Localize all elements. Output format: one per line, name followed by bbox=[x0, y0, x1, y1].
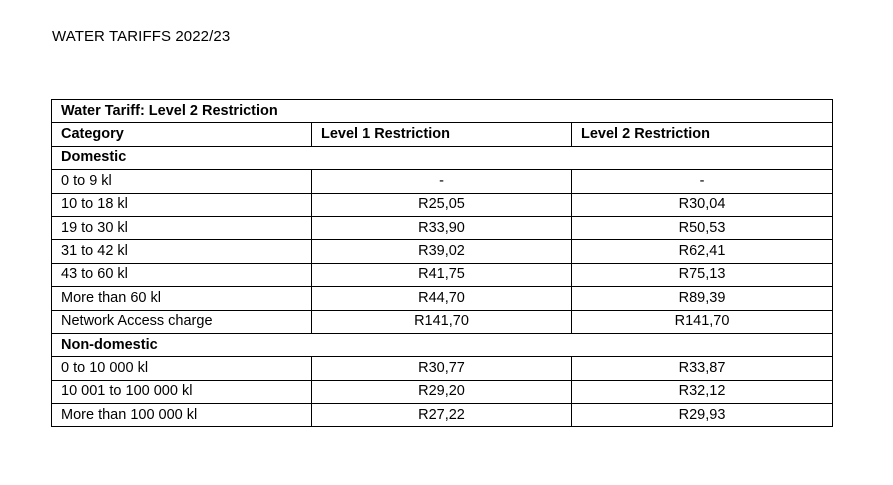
level-2-cell: R75,13 bbox=[572, 263, 833, 286]
table-row bbox=[52, 357, 833, 380]
section-header-row bbox=[52, 146, 833, 169]
level-2-cell: R89,39 bbox=[572, 287, 833, 310]
category-cell: 10 to 18 kl bbox=[52, 193, 312, 216]
table-row bbox=[52, 287, 833, 310]
category-cell: More than 100 000 kl bbox=[52, 404, 312, 427]
level-1-cell: R27,22 bbox=[312, 404, 572, 427]
table-row bbox=[52, 263, 833, 286]
table-row bbox=[52, 240, 833, 263]
level-2-cell: R141,70 bbox=[572, 310, 833, 333]
table-row bbox=[52, 216, 833, 239]
category-cell: 0 to 10 000 kl bbox=[52, 357, 312, 380]
column-header-level-1: Level 1 Restriction bbox=[312, 123, 572, 146]
section-header-non-domestic: Non-domestic bbox=[52, 333, 833, 356]
table-row bbox=[52, 193, 833, 216]
category-cell: More than 60 kl bbox=[52, 287, 312, 310]
water-tariff-table bbox=[51, 99, 833, 427]
level-2-cell: R50,53 bbox=[572, 216, 833, 239]
table-row bbox=[52, 310, 833, 333]
section-header-row bbox=[52, 333, 833, 356]
level-1-cell: R41,75 bbox=[312, 263, 572, 286]
document-title: WATER TARIFFS 2022/23 bbox=[52, 28, 231, 45]
level-1-cell: R33,90 bbox=[312, 216, 572, 239]
level-2-cell: R62,41 bbox=[572, 240, 833, 263]
level-2-cell: - bbox=[572, 170, 833, 193]
category-cell: 31 to 42 kl bbox=[52, 240, 312, 263]
column-header-category: Category bbox=[52, 123, 312, 146]
level-1-cell: R30,77 bbox=[312, 357, 572, 380]
level-1-cell: R141,70 bbox=[312, 310, 572, 333]
level-1-cell: R39,02 bbox=[312, 240, 572, 263]
table-caption: Water Tariff: Level 2 Restriction bbox=[52, 100, 833, 123]
column-header-level-2: Level 2 Restriction bbox=[572, 123, 833, 146]
level-1-cell: R25,05 bbox=[312, 193, 572, 216]
section-header-domestic: Domestic bbox=[52, 146, 833, 169]
category-cell: Network Access charge bbox=[52, 310, 312, 333]
level-1-cell: R29,20 bbox=[312, 380, 572, 403]
level-1-cell: - bbox=[312, 170, 572, 193]
category-cell: 43 to 60 kl bbox=[52, 263, 312, 286]
level-2-cell: R30,04 bbox=[572, 193, 833, 216]
level-2-cell: R29,93 bbox=[572, 404, 833, 427]
table-row bbox=[52, 380, 833, 403]
level-2-cell: R32,12 bbox=[572, 380, 833, 403]
table-row bbox=[52, 170, 833, 193]
table-header-row bbox=[52, 123, 833, 146]
category-cell: 19 to 30 kl bbox=[52, 216, 312, 239]
table-row bbox=[52, 404, 833, 427]
level-2-cell: R33,87 bbox=[572, 357, 833, 380]
category-cell: 10 001 to 100 000 kl bbox=[52, 380, 312, 403]
table-caption-row bbox=[52, 100, 833, 123]
level-1-cell: R44,70 bbox=[312, 287, 572, 310]
category-cell: 0 to 9 kl bbox=[52, 170, 312, 193]
